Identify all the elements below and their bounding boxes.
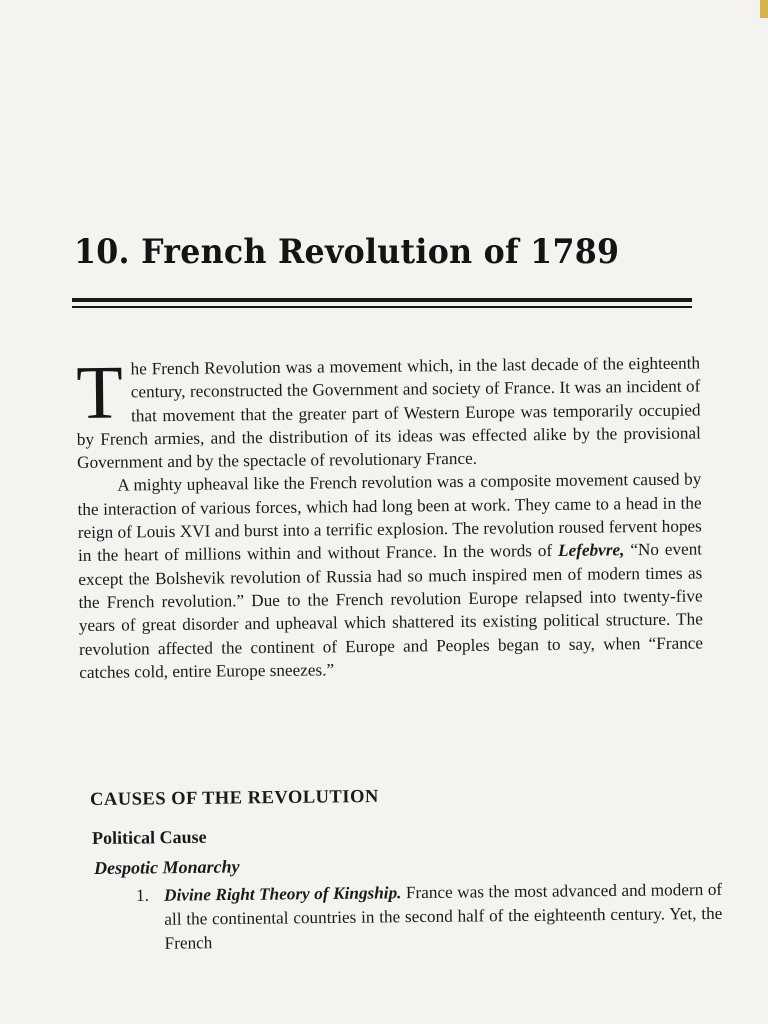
title-rule-thick xyxy=(72,298,692,302)
intro-paragraph-2 xyxy=(77,468,703,684)
page-corner-tab xyxy=(760,0,768,18)
political-cause-heading: Political Cause xyxy=(92,826,207,848)
drop-cap: T xyxy=(75,350,124,435)
list-item-body xyxy=(164,878,723,956)
intro-paragraph-2-end: “No event except the Bolshevik revolution of Russia had so much inspired men of modern times as the French revolution.” Due to the French revolution Europe relapsed into twenty-five years of great disorder and upheaval which shattered its existing political structure. The revolution affected the continent of Europe and Peoples began to say, when “France catches cold, entire Europe sneezes.” xyxy=(78,539,704,682)
causes-heading: CAUSES OF THE REVOLUTION xyxy=(90,786,379,810)
list-item-title: Divine Right Theory of Kingship. xyxy=(164,883,402,905)
list-item-text: France was the most advanced and modern of all the continental countries in the second half of the eighteenth century. Yet, the French xyxy=(164,879,723,953)
quoted-author: Lefebvre, xyxy=(557,540,625,561)
intro-paragraph-2-start: A mighty upheaval like the French revolution was a composite movement caused by the interaction of various forces, which had long been at work. They came to a head in the reign of Louis XVI and burst into a terrific explosion. The revolution roused fervent hopes in the heart of millions within and without France. In the words of xyxy=(77,469,702,566)
title-rule-thin xyxy=(72,306,692,308)
chapter-title: 10. French Revolution of 1789 xyxy=(74,232,620,272)
list-item-number: 1. xyxy=(136,885,150,905)
list-item xyxy=(136,878,723,956)
despotic-monarchy-heading: Despotic Monarchy xyxy=(94,856,240,878)
intro-paragraph-1 xyxy=(76,351,701,474)
intro-text xyxy=(76,351,703,684)
intro-paragraph-1-text: he French Revolution was a movement which, in the last decade of the eighteenth century, reconstructed the Government and society of France. It was an incident of that movement that the greater part of Western Europe was temporarily occupied by French armies, and the distribution of its ideas was effected alike by the provisional Government and by the spectacle of revolutionary France. xyxy=(76,353,701,473)
